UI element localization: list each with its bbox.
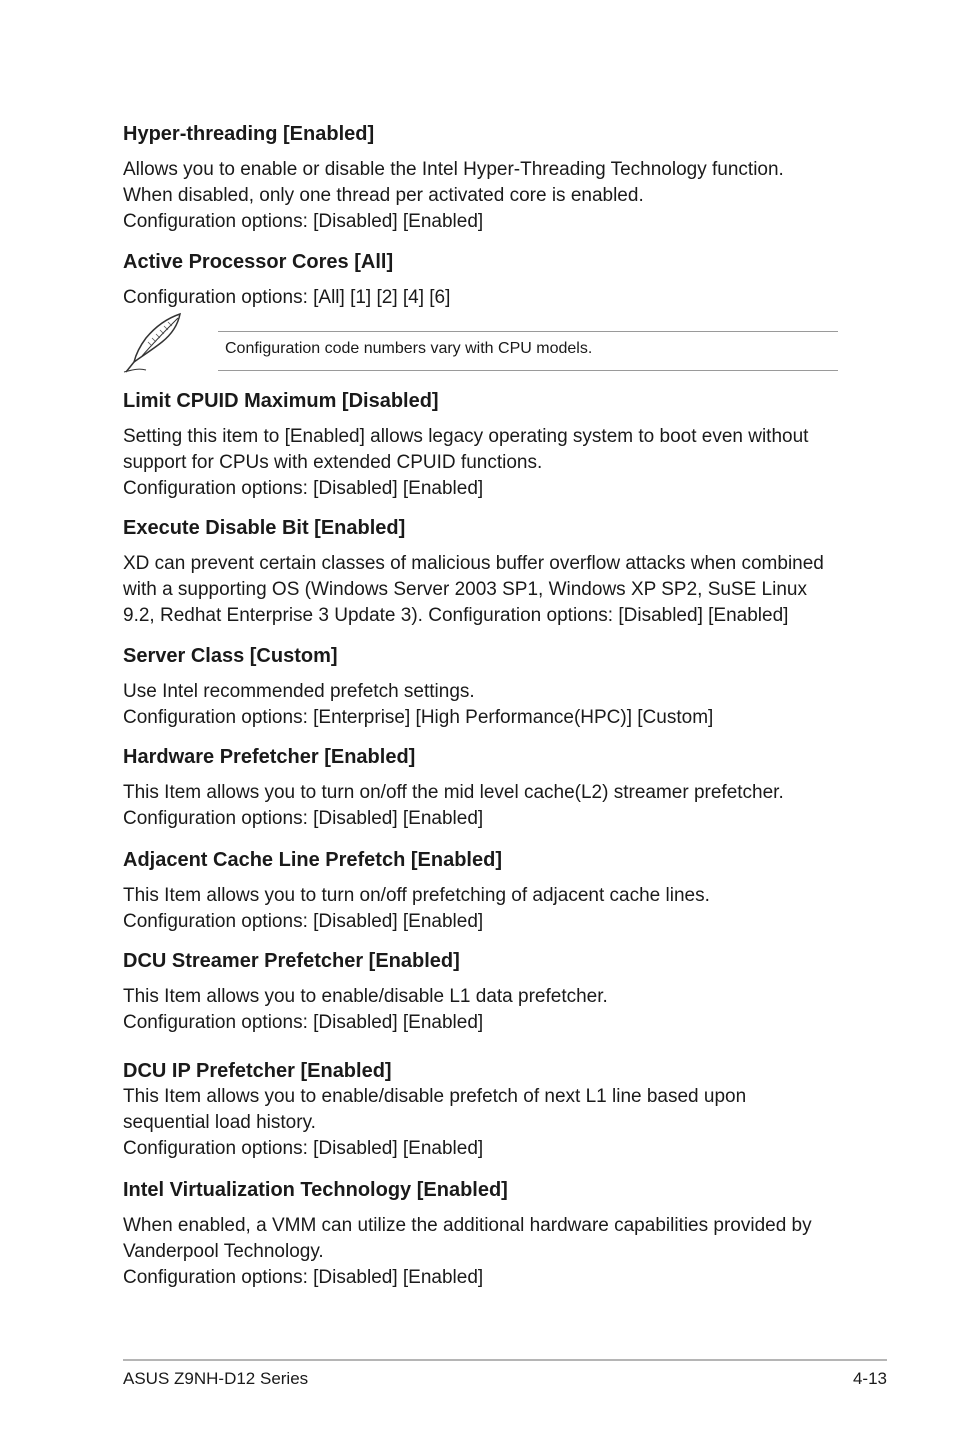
section-server-class — [123, 643, 843, 731]
section-text: 9.2, Redhat Enterprise 3 Update 3). Configuration options: [Disabled] [Enabled] — [123, 605, 789, 626]
note-text: Configuration code numbers vary with CPU models. — [225, 340, 593, 357]
footer-page-number: 4-13 — [852, 1369, 887, 1388]
section-text: Configuration options: [Disabled] [Enabled] — [123, 1267, 484, 1288]
section-text: Configuration options: [Disabled] [Enabled] — [123, 1138, 484, 1159]
section-text: Configuration options: [Disabled] [Enabled] — [123, 478, 484, 499]
section-text: Setting this item to [Enabled] allows legacy operating system to boot even without — [123, 426, 809, 447]
section-text: When enabled, a VMM can utilize the additional hardware capabilities provided by — [123, 1215, 812, 1236]
section-intel-virtualization-technology — [123, 1177, 843, 1291]
section-text: Configuration options: [All] [1] [2] [4] [6] — [123, 287, 451, 308]
section-text: Configuration options: [Disabled] [Enabled] — [123, 1012, 484, 1033]
section-title: Server Class [Custom] — [123, 645, 338, 667]
section-title: Execute Disable Bit [Enabled] — [123, 517, 406, 539]
section-text: Configuration options: [Disabled] [Enabled] — [123, 911, 484, 932]
section-title: Intel Virtualization Technology [Enabled] — [123, 1179, 508, 1201]
section-title: DCU IP Prefetcher [Enabled] — [123, 1060, 392, 1082]
note-bottom-rule — [218, 370, 838, 371]
section-text: support for CPUs with extended CPUID functions. — [123, 452, 543, 473]
section-text: Vanderpool Technology. — [123, 1241, 324, 1262]
section-active-processor-cores — [123, 249, 843, 311]
section-text: XD can prevent certain classes of malicious buffer overflow attacks when combined — [123, 553, 824, 574]
section-title: DCU Streamer Prefetcher [Enabled] — [123, 950, 460, 972]
section-hardware-prefetcher — [123, 744, 843, 832]
section-text: This Item allows you to enable/disable L1 data prefetcher. — [123, 986, 608, 1007]
footer-product-name: ASUS Z9NH-D12 Series — [123, 1369, 309, 1388]
section-text: Configuration options: [Disabled] [Enabled] — [123, 808, 484, 829]
section-hyper-threading — [123, 121, 843, 235]
section-text: sequential load history. — [123, 1112, 316, 1133]
section-text: This Item allows you to turn on/off the mid level cache(L2) streamer prefetcher. — [123, 782, 784, 803]
section-execute-disable-bit — [123, 515, 843, 629]
section-limit-cpuid-maximum — [123, 388, 843, 502]
section-adjacent-cache-line-prefetch — [123, 847, 843, 935]
note-top-rule — [218, 331, 838, 332]
section-title: Active Processor Cores [All] — [123, 251, 394, 273]
section-dcu-ip-prefetcher — [123, 1058, 843, 1162]
section-text: Use Intel recommended prefetch settings. — [123, 681, 475, 702]
section-title: Hardware Prefetcher [Enabled] — [123, 746, 416, 768]
section-title: Adjacent Cache Line Prefetch [Enabled] — [123, 849, 502, 871]
section-text: This Item allows you to turn on/off prefetching of adjacent cache lines. — [123, 885, 710, 906]
pen-note-icon — [122, 312, 188, 374]
section-text: When disabled, only one thread per activated core is enabled. — [123, 185, 644, 206]
section-text: This Item allows you to enable/disable prefetch of next L1 line based upon — [123, 1086, 747, 1107]
section-title: Limit CPUID Maximum [Disabled] — [123, 390, 439, 412]
section-dcu-streamer-prefetcher — [123, 948, 843, 1036]
section-title: Hyper-threading [Enabled] — [123, 123, 375, 145]
footer-rule — [123, 1359, 887, 1361]
section-text: with a supporting OS (Windows Server 2003 SP1, Windows XP SP2, SuSE Linux — [123, 579, 807, 600]
section-text: Configuration options: [Enterprise] [High Performance(HPC)] [Custom] — [123, 707, 714, 728]
section-text: Allows you to enable or disable the Intel Hyper-Threading Technology function. — [123, 159, 784, 180]
section-text: Configuration options: [Disabled] [Enabled] — [123, 211, 484, 232]
